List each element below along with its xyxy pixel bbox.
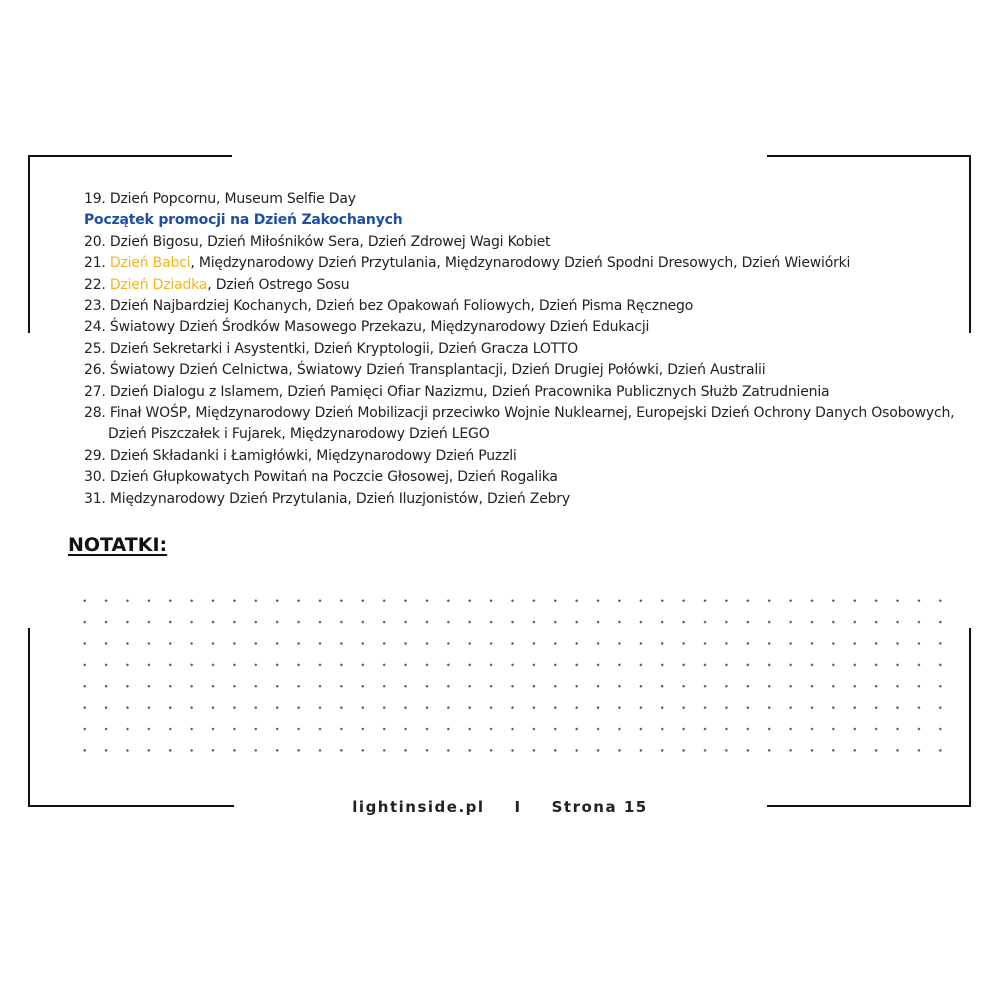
page-footer bbox=[0, 798, 1000, 816]
list-item: 27. Dzień Dialogu z Islamem, Dzień Pamięci Ofiar Nazizmu, Dzień Pracownika Publicznych Służb Zatrudnienia bbox=[84, 383, 830, 400]
notes-title: NOTATKI: bbox=[68, 534, 168, 556]
footer-site: lightinside.pl bbox=[352, 798, 485, 816]
list-item: 20. Dzień Bigosu, Dzień Miłośników Sera, Dzień Zdrowej Wagi Kobiet bbox=[84, 233, 551, 250]
list-item bbox=[84, 253, 964, 274]
list-item: 19. Dzień Popcornu, Museum Selfie Day bbox=[84, 191, 356, 207]
holiday-list bbox=[84, 189, 964, 510]
list-item: 26. Światowy Dzień Celnictwa, Światowy Dzień Transplantacji, Dzień Drugiej Połówki, Dzień Australii bbox=[84, 362, 766, 379]
frame-corner-top-left-h bbox=[28, 155, 232, 157]
dot-grid-notes-area bbox=[74, 590, 944, 760]
list-item: 24. Światowy Dzień Środków Masowego Przekazu, Międzynarodowy Dzień Edukacji bbox=[84, 319, 650, 336]
footer-page-number: Strona 15 bbox=[551, 798, 648, 816]
list-item bbox=[84, 275, 964, 296]
list-item-text: , Międzynarodowy Dzień Przytulania, Międzynarodowy Dzień Spodni Dresowych, Dzień Wiewiórki bbox=[190, 255, 851, 272]
promo-heading: Początek promocji na Dzień Zakochanych bbox=[84, 212, 403, 229]
list-item: 28. Finał WOŚP, Międzynarodowy Dzień Mobilizacji przeciwko Wojnie Nuklearnej, Europejski Dzień Ochrony Danych Osobowych, Dzień Piszczałek i Fujarek, Międzynarodowy Dzień LEGO bbox=[84, 405, 955, 443]
list-item: 29. Dzień Składanki i Łamigłówki, Międzynarodowy Dzień Puzzli bbox=[84, 447, 517, 464]
frame-corner-top-left-v bbox=[28, 155, 30, 333]
list-item-number: 22. bbox=[84, 276, 110, 293]
list-item: 31. Międzynarodowy Dzień Przytulania, Dzień Iluzjonistów, Dzień Zebry bbox=[84, 490, 570, 507]
list-item: 25. Dzień Sekretarki i Asystentki, Dzień Kryptologii, Dzień Gracza LOTTO bbox=[84, 340, 578, 357]
footer-separator: I bbox=[514, 798, 522, 816]
list-item: 23. Dzień Najbardziej Kochanych, Dzień bez Opakowań Foliowych, Dzień Pisma Ręcznego bbox=[84, 298, 694, 315]
list-item-text: , Dzień Ostrego Sosu bbox=[207, 276, 350, 293]
frame-corner-top-right-h bbox=[767, 155, 971, 157]
highlight-dzien-dziadka: Dzień Dziadka bbox=[109, 276, 208, 293]
list-item: 30. Dzień Głupkowatych Powitań na Poczcie Głosowej, Dzień Rogalika bbox=[84, 469, 558, 486]
frame-corner-bottom-left-v bbox=[28, 628, 30, 807]
list-item-number: 21. bbox=[84, 255, 110, 272]
highlight-dzien-babci: Dzień Babci bbox=[109, 255, 191, 272]
frame-corner-top-right-v bbox=[969, 155, 971, 333]
frame-corner-bottom-right-v bbox=[969, 628, 971, 807]
